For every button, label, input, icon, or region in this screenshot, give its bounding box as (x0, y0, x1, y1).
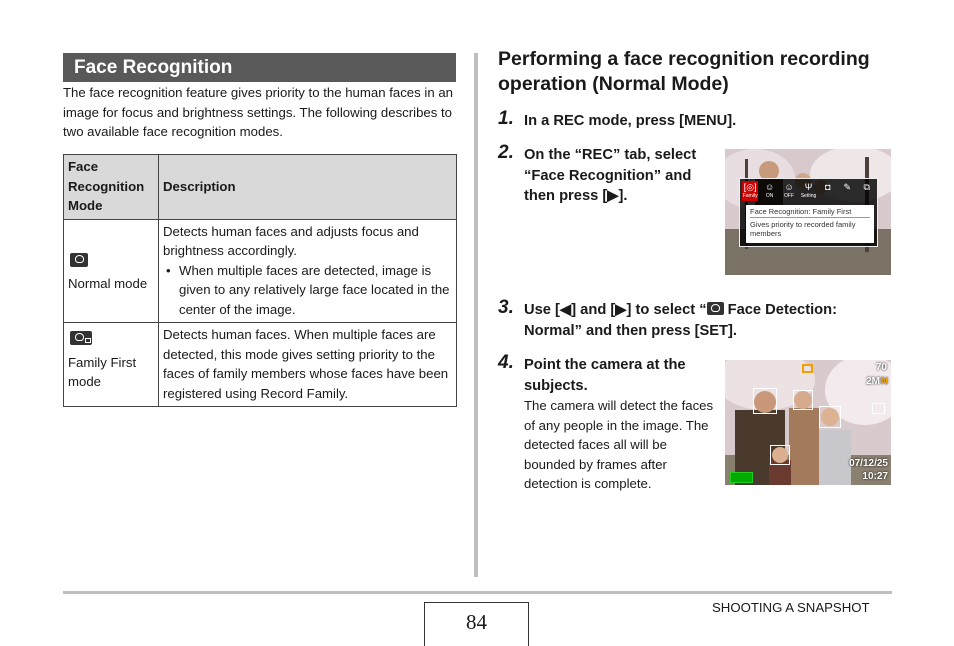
face-frame (770, 445, 790, 465)
step-number: 4. (498, 352, 514, 373)
table-header-description: Description (159, 155, 457, 220)
step-3-text-b: Face Detection: Normal” and then press [SET]. (524, 302, 837, 339)
mode-label: Normal mode (68, 276, 148, 292)
family-face-icon (70, 331, 92, 345)
menu-tab-off: ☺ OFF (784, 182, 795, 199)
date-stamp: 07/12/25 (849, 458, 888, 469)
step-4-text: Point the camera at the subjects. (524, 357, 686, 394)
section-footer-label: SHOOTING A SNAPSHOT (712, 600, 870, 615)
description-cell (159, 219, 457, 323)
step-4-description: The camera will detect the faces of any people in the image. The detected faces all will be bounded by frames after detection is complete. (524, 398, 714, 491)
face-frame (819, 406, 841, 428)
step-2 (498, 142, 514, 164)
face-recognition-icon (872, 403, 885, 414)
face-detection-screenshot (725, 360, 891, 485)
battery-icon (730, 472, 753, 483)
camera-menu-screenshot (725, 149, 891, 275)
step-3-text-a: Use [◀] and [▶] to select “ (524, 302, 707, 318)
shots-remaining: 70 (875, 362, 887, 373)
image-size: 2M (866, 376, 880, 387)
footer-rule (63, 591, 892, 594)
table-header-row (64, 155, 457, 220)
menu-tab-on: ☺ ON (765, 182, 775, 199)
step-number: 3. (498, 297, 514, 318)
description-text: Detects human faces. When multiple faces are detected, this mode gives setting priority to the faces of family members whose faces have been registered using Record Family. (163, 327, 449, 401)
menu-tab-setting: Ψ Setting (800, 182, 817, 199)
bullet-item: • When multiple faces are detected, image is given to any relatively large face located in the center of the image. (179, 261, 452, 320)
menu-tab-pen-icon: ✎ (843, 182, 852, 192)
step-1 (498, 108, 514, 130)
table-header-mode: Face Recognition Mode (64, 155, 159, 220)
face-frame (793, 390, 813, 410)
step-1-text: In a REC mode, press [MENU]. (524, 113, 737, 129)
menu-info-desc: Gives priority to recorded family members (750, 220, 856, 238)
column-divider (474, 53, 478, 577)
step-number: 1. (498, 108, 514, 129)
mode-cell (64, 323, 159, 407)
step-2-text: On the “REC” tab, select “Face Recognition” and then press [▶]. (524, 147, 697, 204)
mode-cell (64, 219, 159, 323)
camera-menu-overlay (739, 178, 878, 247)
description-text: Detects human faces and adjusts focus and brightness accordingly. (163, 223, 419, 258)
step-4 (498, 352, 514, 374)
menu-tab-camera-icon: ◘ (825, 182, 831, 192)
section-heading: Face Recognition (63, 53, 456, 82)
step-number: 2. (498, 142, 514, 163)
bullet-list (163, 261, 452, 320)
focus-mode-icon (802, 364, 813, 373)
menu-tab-setup-icon: ⧉ (863, 182, 870, 192)
intro-paragraph: The face recognition feature gives priority to the human faces in an image for focus and brightness settings. The following describes to two available face recognition modes. (63, 85, 453, 139)
face-icon (70, 253, 88, 267)
face-recognition-modes-table (63, 154, 457, 407)
menu-info-box (746, 205, 874, 243)
menu-tab-family: [◎] Family (742, 182, 758, 199)
page-title: Performing a face recognition recording operation (Normal Mode) (498, 48, 870, 95)
face-detection-icon (707, 302, 724, 315)
table-row (64, 219, 457, 323)
mode-label: Family First mode (68, 354, 137, 389)
camera-menu-tabs (742, 181, 875, 201)
time-stamp: 10:27 (862, 471, 888, 482)
menu-info-title: Face Recognition: Family First (750, 207, 870, 218)
step-3 (498, 297, 514, 319)
table-row (64, 323, 457, 407)
description-cell (159, 323, 457, 407)
page-number: 84 (424, 602, 529, 646)
image-quality: N (880, 376, 888, 387)
step-3-text (524, 300, 894, 341)
face-frame (753, 388, 777, 414)
